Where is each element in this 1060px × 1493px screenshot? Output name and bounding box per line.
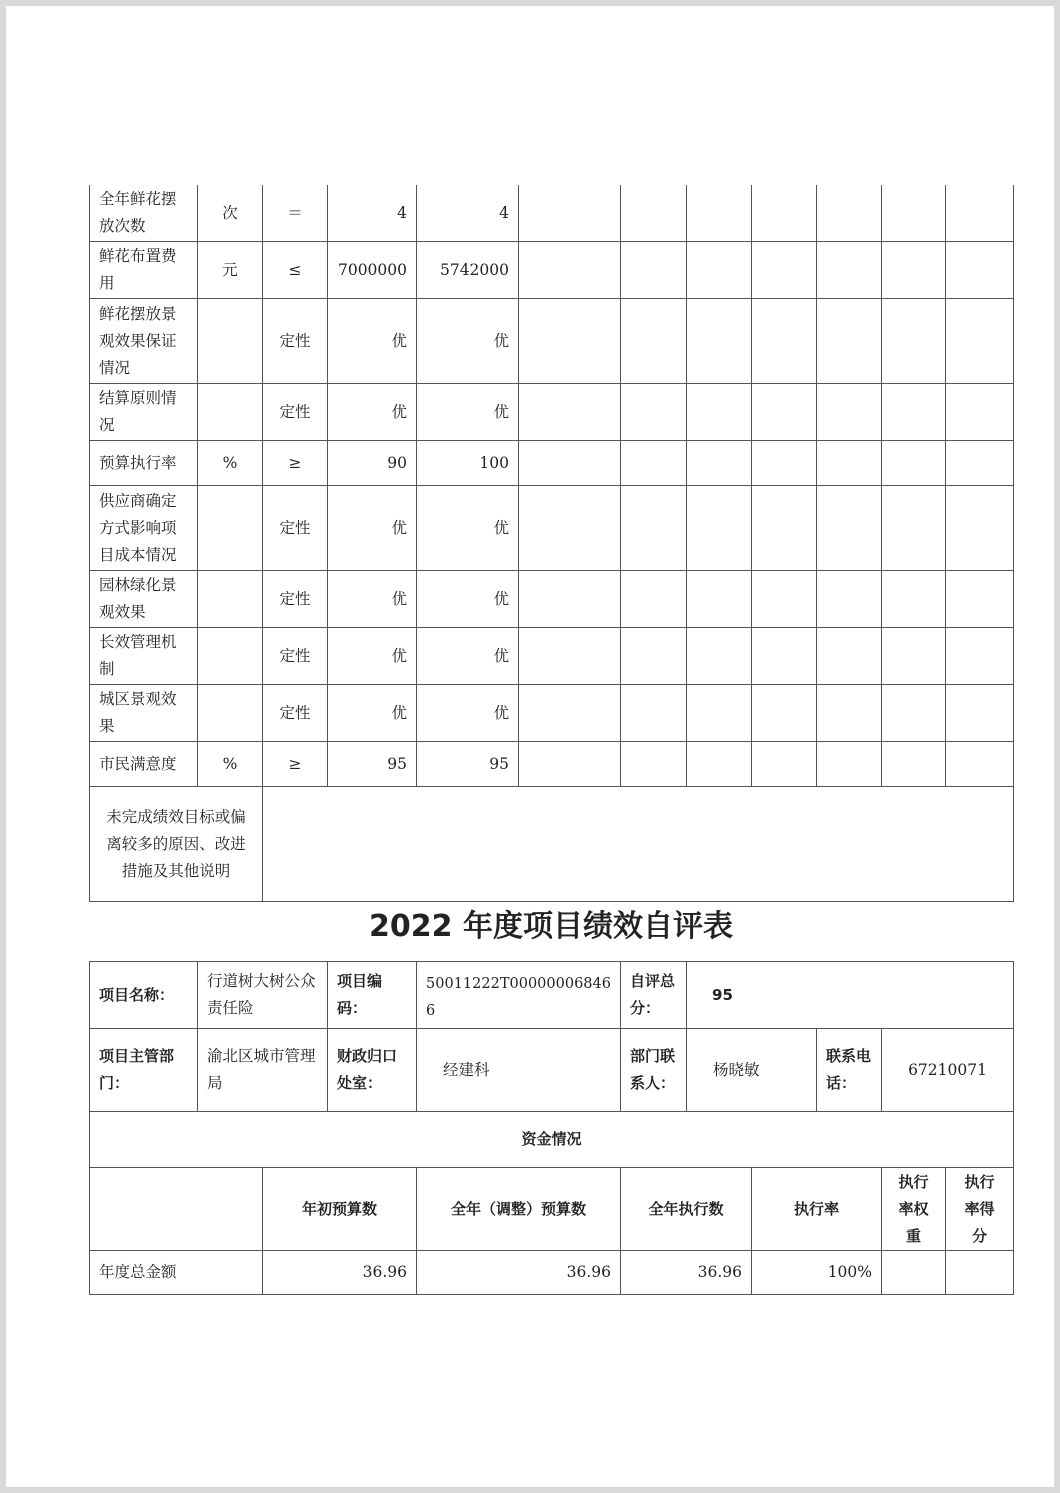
empty-cell: [946, 441, 1014, 486]
empty-cell: [752, 571, 817, 628]
indicator-row: [90, 384, 1014, 441]
indicator-unit: [198, 384, 263, 441]
empty-cell: [882, 242, 946, 299]
empty-cell: [817, 742, 882, 787]
indicator-target: 优: [328, 384, 417, 441]
empty-cell: [817, 384, 882, 441]
indicator-operator: ≥: [263, 441, 328, 486]
indicator-unit: [198, 571, 263, 628]
indicator-operator: 定性: [263, 685, 328, 742]
empty-cell: [519, 685, 621, 742]
empty-cell: [752, 685, 817, 742]
indicator-row: [90, 742, 1014, 787]
indicator-actual: 优: [417, 628, 519, 685]
phone: 67210071: [882, 1029, 1014, 1112]
indicator-unit: %: [198, 441, 263, 486]
empty-cell: [946, 299, 1014, 384]
indicator-actual: 优: [417, 486, 519, 571]
indicator-row: [90, 299, 1014, 384]
indicator-row: [90, 685, 1014, 742]
indicator-name: 结算原则情况: [90, 384, 198, 441]
empty-cell: [946, 384, 1014, 441]
empty-cell: [946, 685, 1014, 742]
empty-cell: [752, 185, 817, 242]
header-initial: 年初预算数: [263, 1168, 417, 1251]
self-evaluation-table: [89, 961, 1014, 1295]
empty-cell: [817, 242, 882, 299]
indicator-target: 优: [328, 685, 417, 742]
empty-cell: [817, 441, 882, 486]
empty-cell: [882, 685, 946, 742]
empty-cell: [687, 384, 752, 441]
finance-label: 财政归口处室：: [328, 1029, 417, 1112]
project-name-row: [90, 962, 1014, 1029]
dept: 渝北区城市管理局: [198, 1029, 328, 1112]
empty-cell: [519, 441, 621, 486]
empty-cell: [519, 242, 621, 299]
empty-cell: [946, 628, 1014, 685]
empty-cell: [621, 384, 687, 441]
empty-cell: [946, 486, 1014, 571]
empty-cell: [882, 571, 946, 628]
indicator-unit: [198, 628, 263, 685]
funds-section-row: [90, 1112, 1014, 1168]
indicator-actual: 优: [417, 299, 519, 384]
indicator-target: 优: [328, 571, 417, 628]
indicator-target: 4: [328, 185, 417, 242]
empty-cell: [882, 384, 946, 441]
empty-cell: [621, 185, 687, 242]
total-initial: 36.96: [263, 1251, 417, 1295]
indicator-row: [90, 571, 1014, 628]
empty-cell: [817, 571, 882, 628]
empty-cell: [687, 685, 752, 742]
indicator-name: 鲜花布置费用: [90, 242, 198, 299]
indicator-actual: 优: [417, 685, 519, 742]
indicator-operator: 定性: [263, 384, 328, 441]
indicator-actual: 优: [417, 571, 519, 628]
empty-cell: [687, 742, 752, 787]
empty-cell: [519, 299, 621, 384]
empty-cell: [621, 486, 687, 571]
empty-cell: [687, 441, 752, 486]
indicator-target: 优: [328, 486, 417, 571]
project-code-label: 项目编码：: [328, 962, 417, 1029]
indicator-operator: ≥: [263, 742, 328, 787]
empty-cell: [882, 299, 946, 384]
score-label: 自评总分：: [621, 962, 687, 1029]
page-title: 2022 年度项目绩效自评表: [369, 909, 733, 944]
empty-cell: [621, 628, 687, 685]
empty-cell: [817, 486, 882, 571]
score: 95: [687, 962, 1014, 1029]
indicator-unit: 元: [198, 242, 263, 299]
indicator-target: 7000000: [328, 242, 417, 299]
indicator-target: 优: [328, 628, 417, 685]
empty-cell: [752, 742, 817, 787]
funds-section-title: 资金情况: [90, 1112, 1014, 1168]
empty-cell: [687, 628, 752, 685]
empty-cell: [946, 742, 1014, 787]
indicator-name: 全年鲜花摆放次数: [90, 185, 198, 242]
empty-cell: [946, 242, 1014, 299]
empty-cell: [946, 185, 1014, 242]
empty-cell: [687, 486, 752, 571]
indicator-unit: 次: [198, 185, 263, 242]
indicator-row: [90, 185, 1014, 242]
header-weight: 执行率权重: [882, 1168, 946, 1251]
empty-cell: [752, 299, 817, 384]
indicator-unit: [198, 685, 263, 742]
empty-cell: [687, 299, 752, 384]
indicator-target: 90: [328, 441, 417, 486]
indicator-row: [90, 441, 1014, 486]
total-label: 年度总金额: [90, 1251, 263, 1295]
dept-label: 项目主管部门：: [90, 1029, 198, 1112]
indicator-row: [90, 242, 1014, 299]
indicator-name: 长效管理机制: [90, 628, 198, 685]
indicator-name: 市民满意度: [90, 742, 198, 787]
total-score: [946, 1251, 1014, 1295]
indicator-operator: 定性: [263, 486, 328, 571]
contact: 杨晓敏: [687, 1029, 817, 1112]
dept-row: [90, 1029, 1014, 1112]
empty-cell: [621, 441, 687, 486]
empty-cell: [752, 242, 817, 299]
contact-label: 部门联系人：: [621, 1029, 687, 1112]
funds-total-row: [90, 1251, 1014, 1295]
empty-cell: [946, 571, 1014, 628]
empty-cell: [687, 571, 752, 628]
indicator-table: [89, 185, 1014, 902]
indicator-name: 城区景观效果: [90, 685, 198, 742]
empty-cell: [519, 742, 621, 787]
finance: 经建科: [417, 1029, 621, 1112]
empty-cell: [817, 628, 882, 685]
phone-label: 联系电话：: [817, 1029, 882, 1112]
header-score: 执行率得分: [946, 1168, 1014, 1251]
empty-cell: [621, 685, 687, 742]
header-adjusted: 全年（调整）预算数: [417, 1168, 621, 1251]
total-rate: 100%: [752, 1251, 882, 1295]
indicator-operator: 定性: [263, 299, 328, 384]
empty-cell: [817, 299, 882, 384]
header-rate: 执行率: [752, 1168, 882, 1251]
total-adjusted: 36.96: [417, 1251, 621, 1295]
empty-cell: [519, 571, 621, 628]
indicator-row: [90, 628, 1014, 685]
empty-cell: [687, 185, 752, 242]
empty-cell: [882, 486, 946, 571]
funds-header-row: [90, 1168, 1014, 1251]
empty-cell: [882, 742, 946, 787]
empty-cell: [752, 486, 817, 571]
indicator-row: [90, 486, 1014, 571]
project-name-label: 项目名称：: [90, 962, 198, 1029]
indicator-unit: [198, 486, 263, 571]
indicator-operator: 定性: [263, 571, 328, 628]
unfinished-label: 未完成绩效目标或偏离较多的原因、改进措施及其他说明: [90, 787, 263, 902]
empty-cell: [882, 185, 946, 242]
project-code: 50011222T000000068466: [417, 962, 621, 1029]
empty-cell: [817, 185, 882, 242]
empty-cell: [519, 486, 621, 571]
empty-cell: [752, 628, 817, 685]
indicator-name: 供应商确定方式影响项目成本情况: [90, 486, 198, 571]
indicator-target: 95: [328, 742, 417, 787]
indicator-actual: 5742000: [417, 242, 519, 299]
project-name: 行道树大树公众责任险: [198, 962, 328, 1029]
empty-cell: [519, 384, 621, 441]
header-executed: 全年执行数: [621, 1168, 752, 1251]
empty-cell: [621, 242, 687, 299]
empty-cell: [817, 685, 882, 742]
indicator-actual: 4: [417, 185, 519, 242]
indicator-unit: [198, 299, 263, 384]
total-weight: [882, 1251, 946, 1295]
indicator-actual: 100: [417, 441, 519, 486]
indicator-operator: 定性: [263, 628, 328, 685]
indicator-actual: 95: [417, 742, 519, 787]
indicator-unit: %: [198, 742, 263, 787]
empty-cell: [752, 384, 817, 441]
unfinished-value: [263, 787, 1014, 902]
indicator-operator: ≤: [263, 242, 328, 299]
indicator-name: 园林绿化景观效果: [90, 571, 198, 628]
indicator-name: 鲜花摆放景观效果保证情况: [90, 299, 198, 384]
empty-cell: [882, 441, 946, 486]
total-executed: 36.96: [621, 1251, 752, 1295]
unfinished-row: [90, 787, 1014, 902]
indicator-name: 预算执行率: [90, 441, 198, 486]
empty-cell: [752, 441, 817, 486]
empty-cell: [621, 299, 687, 384]
empty-cell: [621, 742, 687, 787]
funds-header-blank: [90, 1168, 263, 1251]
indicator-actual: 优: [417, 384, 519, 441]
indicator-target: 优: [328, 299, 417, 384]
empty-cell: [519, 628, 621, 685]
empty-cell: [621, 571, 687, 628]
empty-cell: [519, 185, 621, 242]
empty-cell: [687, 242, 752, 299]
empty-cell: [882, 628, 946, 685]
indicator-operator: ＝: [263, 185, 328, 242]
